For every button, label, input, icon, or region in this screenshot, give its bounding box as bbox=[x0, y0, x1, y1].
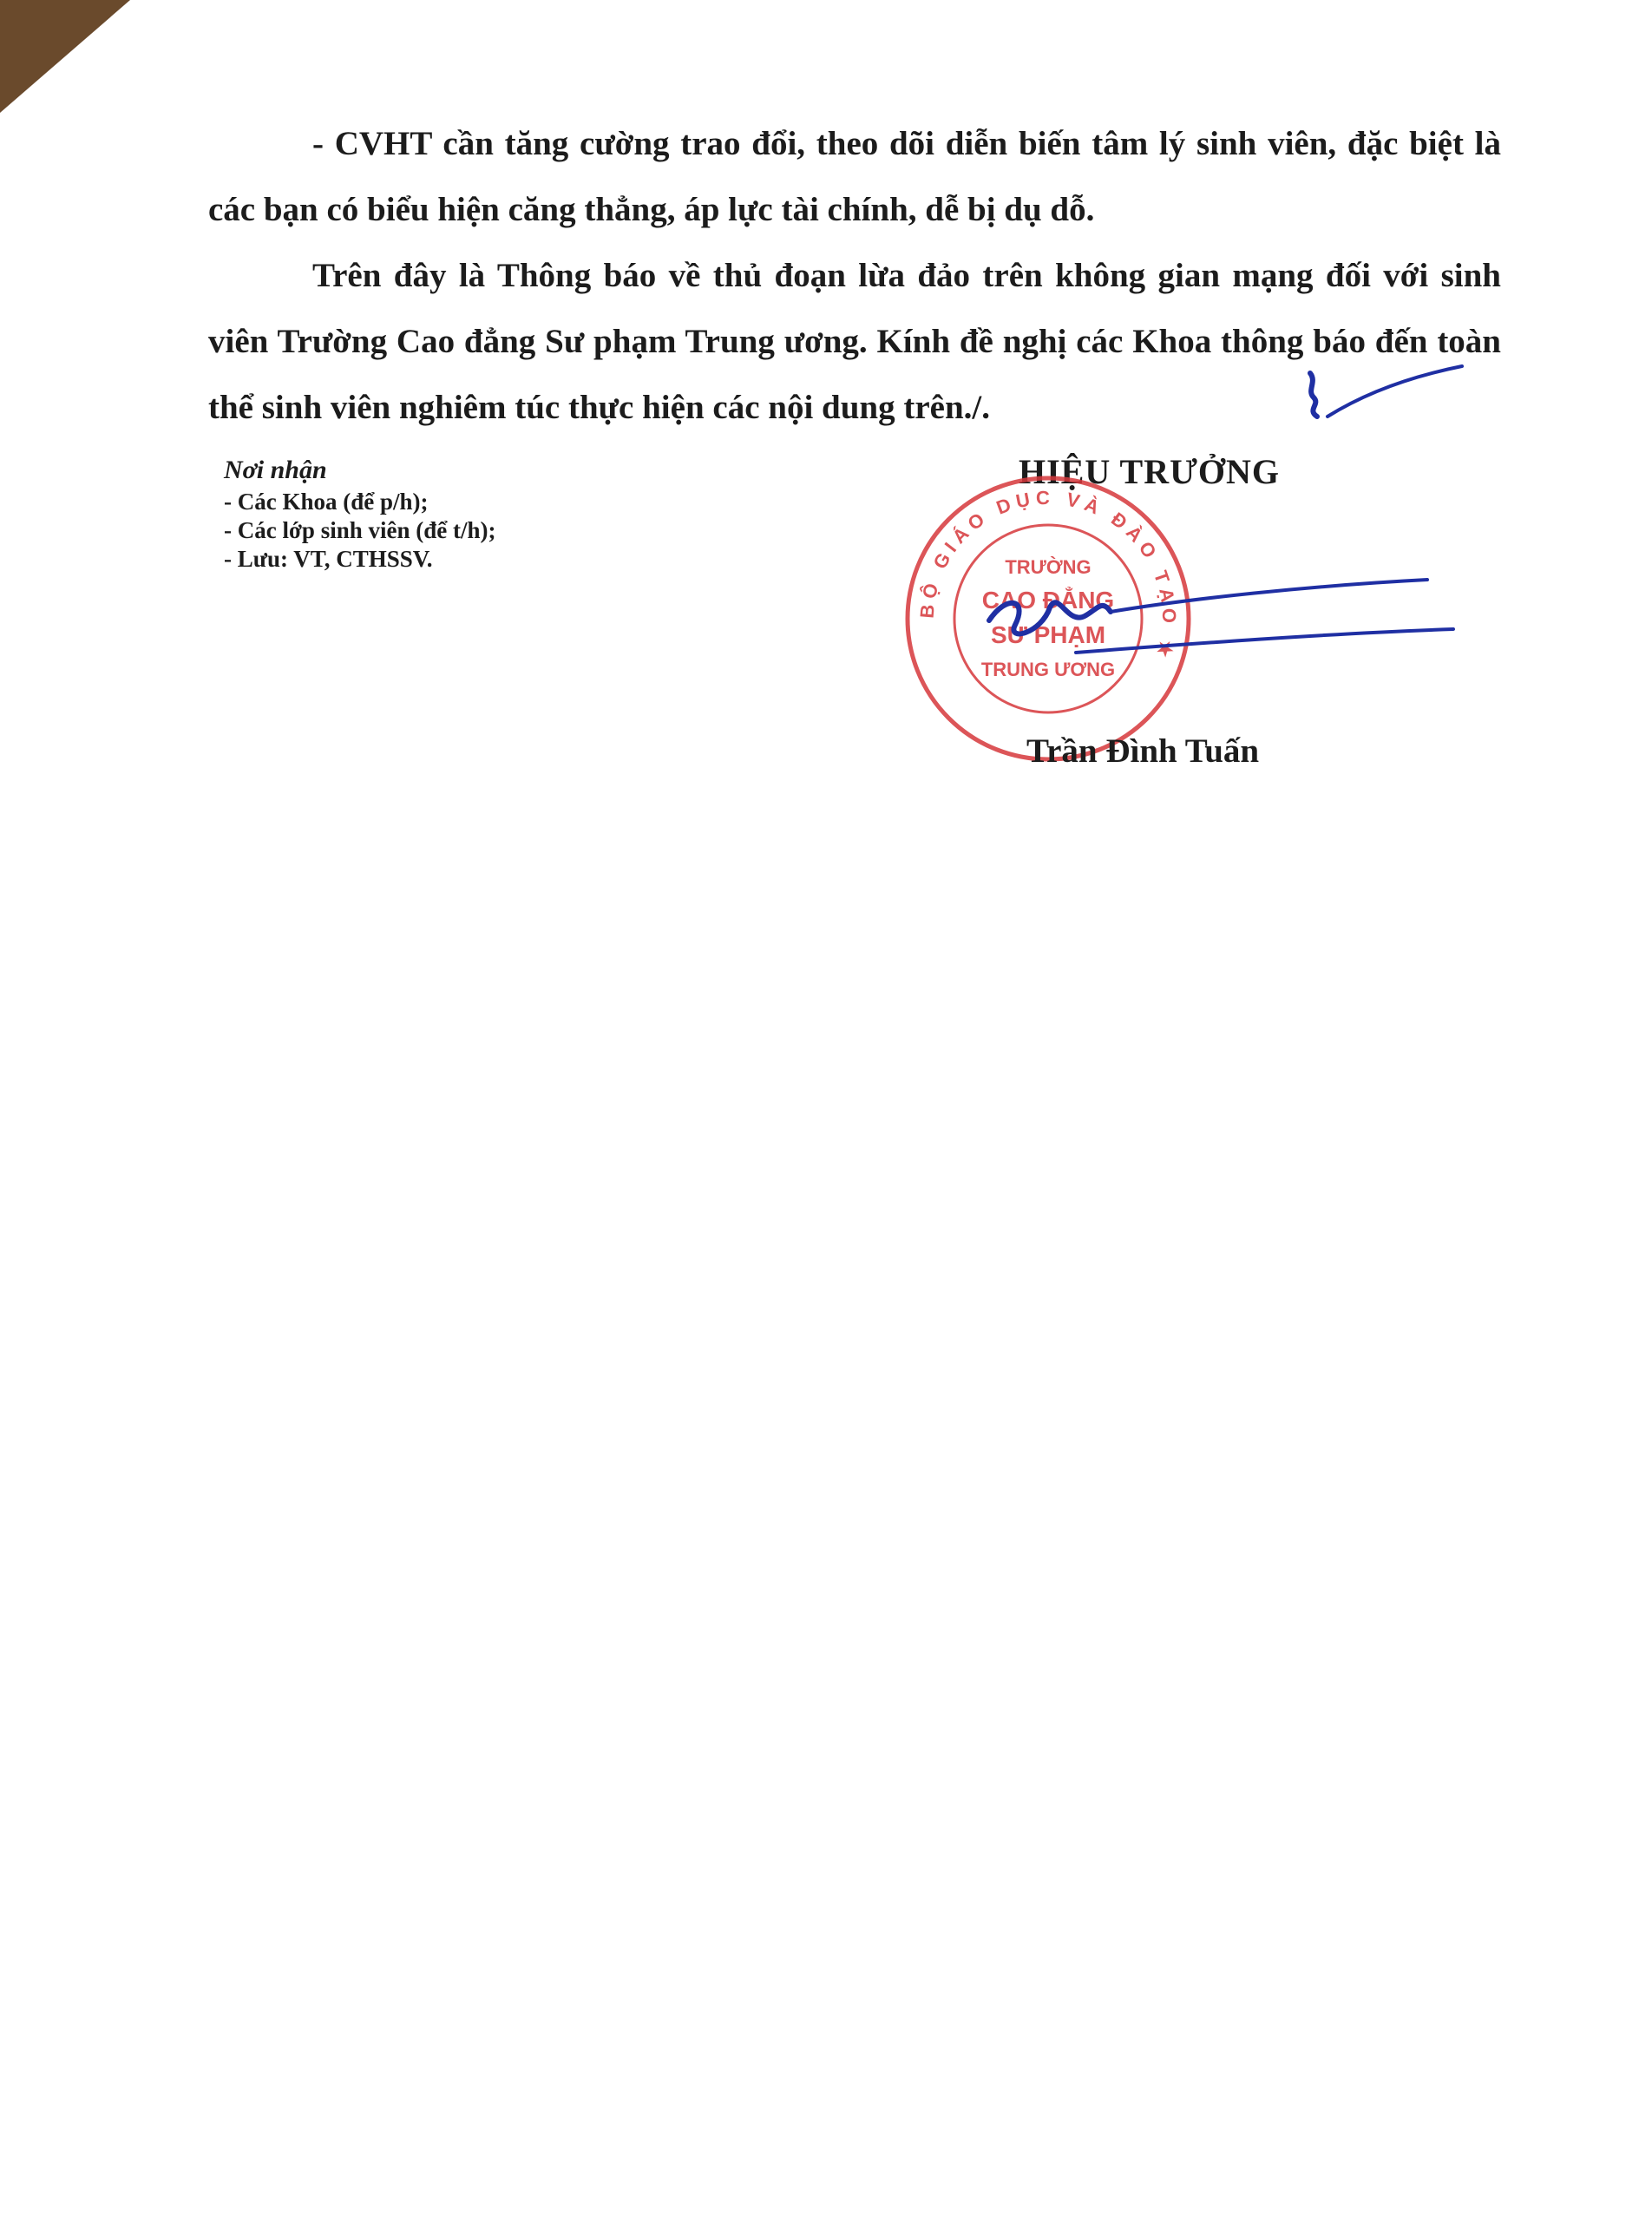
svg-text:TRƯỜNG: TRƯỜNG bbox=[1005, 556, 1092, 578]
svg-text:CAO ĐẲNG: CAO ĐẲNG bbox=[981, 587, 1115, 614]
recipients-title: Nơi nhận bbox=[224, 456, 327, 484]
recipients-block bbox=[224, 453, 675, 574]
paragraph-advisor-duty: - CVHT cần tăng cường trao đổi, theo dõi diễn biến tâm lý sinh viên, đặc biệt là các bạn có biểu hiện căng thẳng, áp lực tài chính, dễ bị dụ dỗ. bbox=[208, 125, 1501, 228]
handwritten-signature bbox=[980, 547, 1466, 677]
svg-text:BỘ GIÁO DỤC VÀ ĐÀO TẠO ★: BỘ GIÁO DỤC VÀ ĐÀO TẠO ★ bbox=[915, 486, 1181, 666]
paragraph-closing: Trên đây là Thông báo về thủ đoạn lừa đảo trên không gian mạng đối với sinh viên Trường Cao đẳng Sư phạm Trung ương. Kính đề nghị các Khoa thông báo đến toàn thể sinh viên nghiêm túc thực hiện các nội dung trên./. bbox=[208, 257, 1501, 426]
svg-text:SƯ PHẠM: SƯ PHẠM bbox=[990, 621, 1106, 648]
signer-name: Trần Đình Tuấn bbox=[1026, 732, 1260, 770]
recipient-item: - Lưu: VT, CTHSSV. bbox=[224, 546, 433, 572]
page-corner-shadow bbox=[0, 0, 130, 130]
svg-text:TRUNG ƯƠNG: TRUNG ƯƠNG bbox=[980, 659, 1116, 680]
recipient-item: - Các Khoa (để p/h); bbox=[224, 489, 429, 515]
signer-title: HIỆU TRƯỞNG bbox=[1019, 452, 1281, 491]
recipients-list bbox=[224, 488, 675, 574]
initial-mark bbox=[1301, 356, 1466, 425]
recipient-item: - Các lớp sinh viên (để t/h); bbox=[224, 517, 496, 543]
